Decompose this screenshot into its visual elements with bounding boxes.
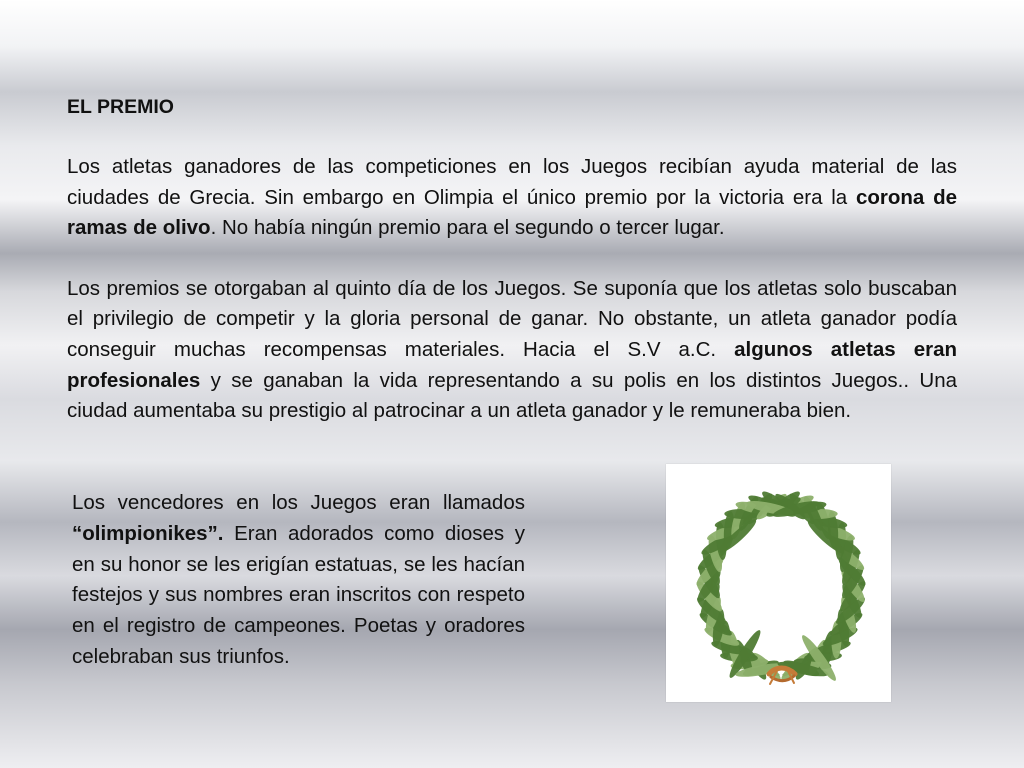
olive-wreath-image [666,464,891,702]
main-content [67,92,957,427]
bold-phrase-professional-athletes: algunos atletas eran profesionales [67,337,957,392]
paragraph-text: y se ganaban la vida representando a su polis en los distintos Juegos.. Una ciudad aumentaba su prestigio al patrocinar a un atleta ganador y le remuneraba bien. [67,368,957,423]
paragraph-text: Los vencedores en los Juegos eran llamados [72,491,525,514]
bold-phrase-olimpionikes: “olimpionikes”. [72,521,224,545]
paragraph-text: . No había ningún premio para el segundo o tercer lugar. [210,216,725,240]
paragraph-prizes-intro [67,152,957,244]
paragraph-prizes-awarded [67,274,957,427]
bold-phrase-olive-crown: corona de ramas de olivo [67,185,957,240]
page-title: EL PREMIO [67,96,174,118]
paragraph-text: Los premios se otorgaban al quinto día de los Juegos. Se suponía que los atletas solo buscaban el privilegio de competir y la gloria personal de ganar. No obstante, un atleta ganador podía conseguir muchas recompensas materiales. Hacia el S.V a.C. [67,276,957,361]
paragraph-text: Los atletas ganadores de las competiciones en los Juegos recibían ayuda material de las ciudades de Grecia. Sin embargo en Olimpia el único premio por la victoria era la [67,155,957,209]
paragraph-text: Eran adorados como dioses y en su honor se les erigían estatuas, se les hacían festejos y sus nombres eran inscritos con respeto en el registro de campeones. Poetas y oradores celebraban sus triunfos. [72,521,525,668]
olive-wreath-icon [666,464,891,702]
paragraph-winners [72,488,525,673]
